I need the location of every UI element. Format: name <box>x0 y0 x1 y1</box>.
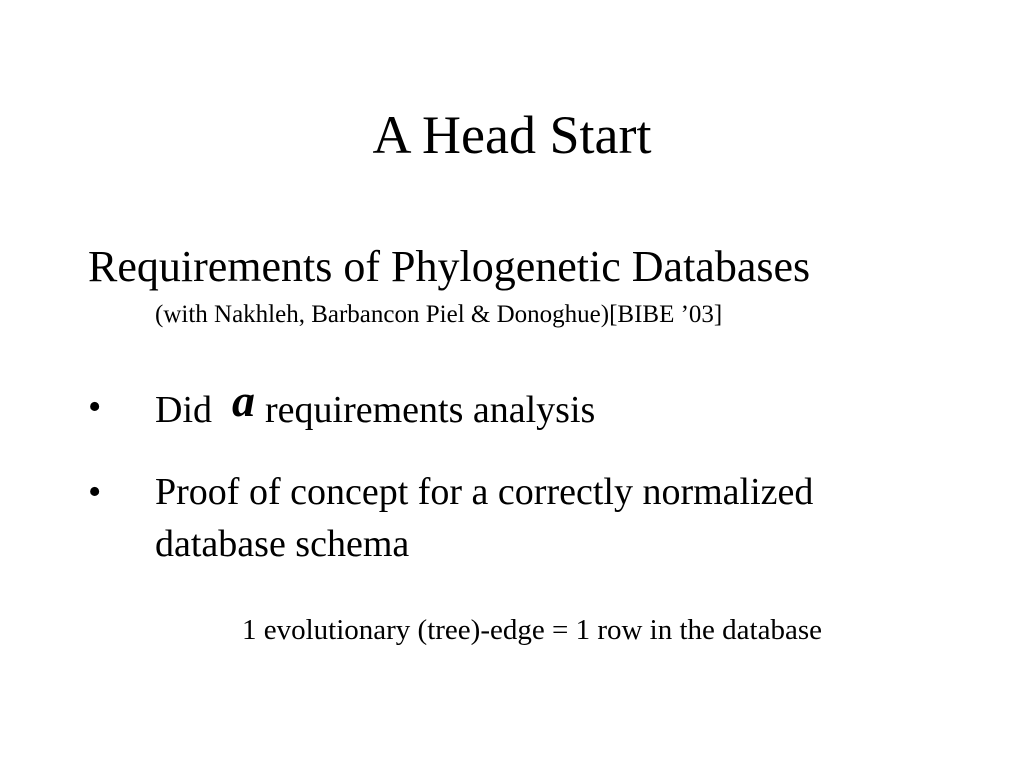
bullet-suffix: requirements analysis <box>265 389 596 431</box>
footnote: 1 evolutionary (tree)-edge = 1 row in the database <box>241 614 822 646</box>
slide-title: A Head Start <box>372 105 652 165</box>
citation: (with Nakhleh, Barbancon Piel & Donoghue)[BIBE ’03] <box>155 301 723 328</box>
emphasis-letter: a <box>232 375 255 426</box>
bullet-item-requirements-analysis <box>155 375 596 436</box>
bullet-item-proof-of-concept-line1: Proof of concept for a correctly normalized <box>155 471 814 513</box>
bullet-prefix: Did <box>155 389 212 431</box>
section-heading: Requirements of Phylogenetic Databases <box>88 242 811 291</box>
bullet-marker: • <box>88 471 102 513</box>
bullet-marker: • <box>88 386 102 428</box>
bullet-item-proof-of-concept-line2: database schema <box>155 523 410 565</box>
